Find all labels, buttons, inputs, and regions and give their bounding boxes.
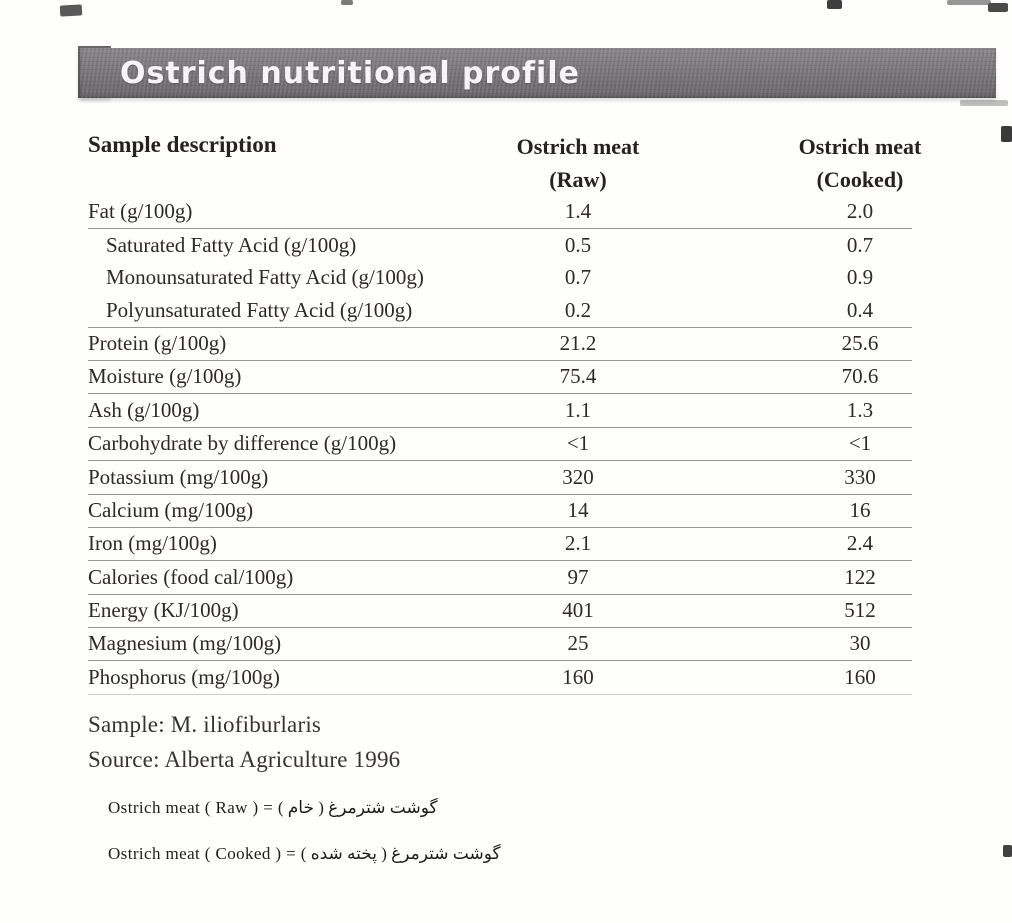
row-label: Calcium (mg/100g) [88,497,254,522]
row-cooked-value: 70.6 [841,364,879,389]
table-row [88,561,912,594]
row-cooked-value: 330 [844,464,876,489]
row-label: Iron (mg/100g) [88,531,217,556]
column-header-raw-line2: (Raw) [549,167,607,192]
row-raw-value: 1.4 [564,199,592,224]
table-row [88,229,912,261]
row-raw-value: 21.2 [559,330,597,355]
table-row [88,294,912,327]
scan-artifact [947,0,991,5]
table-row [88,262,912,294]
row-cooked-value: 2.4 [846,531,874,556]
row-raw-value: <1 [566,431,590,456]
row-label: Calories (food cal/100g) [88,564,294,589]
page-title: Ostrich nutritional profile [120,55,580,91]
row-cooked-value: 30 [849,631,871,656]
row-raw-value: 75.4 [559,364,597,389]
table-row [88,595,912,628]
row-label: Magnesium (mg/100g) [88,631,282,656]
row-cooked-value: 160 [844,664,876,689]
translation-note-raw-persian: گوشت شترمرغ ( خام ) [277,798,438,817]
row-cooked-value: 512 [844,598,876,623]
row-label: Monounsaturated Fatty Acid (g/100g) [106,265,424,290]
table-row [88,628,912,661]
table-row [88,528,912,561]
scan-artifact [988,3,1008,12]
row-label: Saturated Fatty Acid (g/100g) [106,232,357,257]
table-rows [88,196,912,695]
row-cooked-value: 1.3 [846,397,874,422]
source-line: Source: Alberta Agriculture 1996 [88,747,401,772]
row-raw-value: 14 [567,497,589,522]
row-cooked-value: 25.6 [841,330,879,355]
row-label: Fat (g/100g) [88,199,193,224]
title-bar [80,48,996,98]
row-label: Ash (g/100g) [88,397,200,422]
table-row [88,661,912,694]
column-header-sample-description: Sample description [88,132,277,157]
row-raw-value: 0.5 [564,232,592,257]
row-label: Protein (g/100g) [88,330,227,355]
table-row [88,196,912,229]
row-cooked-value: 2.0 [846,199,874,224]
scan-artifact [1003,845,1012,857]
translation-note-cooked-english: Ostrich meat ( Cooked ) = [108,844,301,863]
table-header [88,130,922,196]
row-label: Energy (KJ/100g) [88,598,239,623]
row-raw-value: 320 [562,464,594,489]
column-header-cooked [750,130,970,196]
translation-note-raw [108,798,438,818]
column-header-raw [468,130,688,196]
translation-note-cooked-persian: گوشت شترمرغ ( پخته شده ) [300,844,501,863]
row-cooked-value: 122 [844,564,876,589]
row-label: Phosphorus (mg/100g) [88,664,280,689]
translation-note-raw-english: Ostrich meat ( Raw ) = [108,798,278,817]
row-label: Polyunsaturated Fatty Acid (g/100g) [106,297,413,322]
nutrition-table [88,130,922,695]
row-raw-value: 1.1 [564,397,592,422]
row-raw-value: 160 [562,664,594,689]
scan-artifact [960,100,1008,106]
row-cooked-value: 0.4 [846,297,874,322]
table-row [88,428,912,461]
row-raw-value: 0.2 [564,297,592,322]
table-row [88,394,912,427]
sample-line: Sample: M. iliofiburlaris [88,712,322,737]
column-header-cooked-line2: (Cooked) [816,167,904,192]
scan-artifact [1001,126,1012,142]
row-cooked-value: <1 [848,431,872,456]
scan-artifact [341,0,353,5]
table-row [88,361,912,394]
row-label: Moisture (g/100g) [88,364,242,389]
table-row [88,461,912,494]
row-cooked-value: 16 [849,497,871,522]
table-row [88,495,912,528]
scan-artifact [60,4,83,16]
row-raw-value: 401 [562,598,594,623]
row-label: Carbohydrate by difference (g/100g) [88,431,397,456]
row-cooked-value: 0.9 [846,265,874,290]
row-cooked-value: 0.7 [846,232,874,257]
table-row [88,328,912,361]
row-raw-value: 97 [567,564,589,589]
scan-artifact [827,0,842,9]
column-header-raw-line1: Ostrich meat [516,134,640,159]
row-raw-value: 25 [567,631,589,656]
row-label: Potassium (mg/100g) [88,464,269,489]
column-header-cooked-line1: Ostrich meat [798,134,922,159]
translation-note-cooked [108,844,501,864]
row-raw-value: 0.7 [564,265,592,290]
row-raw-value: 2.1 [564,531,592,556]
